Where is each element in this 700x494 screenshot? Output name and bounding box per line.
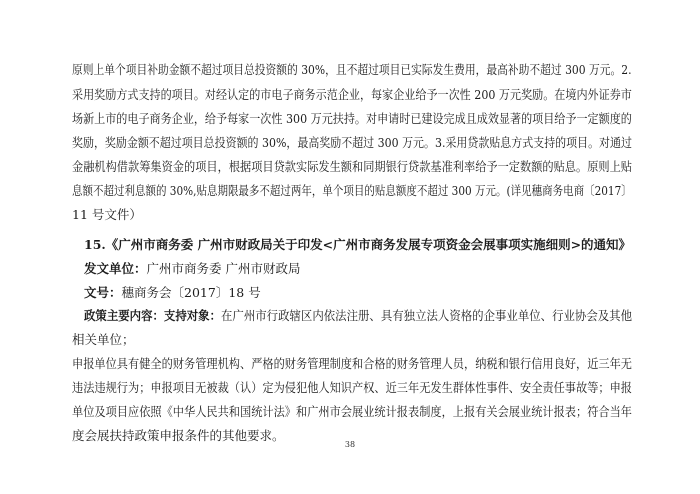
- paragraph-line: 原则上单个项目补助金额不超过项目总投资额的 30%，且不超过项目已实际发生费用，最高补助不超过 300 万元。2.: [72, 62, 632, 77]
- requirements-line: 单位及项目应依照《中华人民共和国统计法》和广州市会展业统计报表制度，上报有关会展业统计报表；符合当年: [72, 404, 633, 419]
- requirements-line: 违法违规行为；申报项目无被裁（认）定为侵犯他人知识产权、近三年无发生群体性事件、安全责任事故等；申报: [72, 380, 633, 395]
- doc-number-label: 文号：: [84, 285, 122, 300]
- paragraph-line: 金融机构借款筹集资金的项目，根据项目贷款实际发生额和同期银行贷款基准利率给予一定数额的贴息。原则上贴: [72, 159, 633, 174]
- issuer-row: [84, 259, 301, 279]
- page-number: 38: [344, 440, 356, 449]
- policy-text: 在广州市行政辖区内依法注册、具有独立法人资格的企事业单位、行业协会及其他: [221, 308, 633, 323]
- policy-row: [84, 306, 632, 326]
- paragraph-line: 采用奖励方式支持的项目。对经认定的市电子商务示范企业，每家企业给予一次性 200 万元奖励。在境内外证券市: [72, 87, 632, 102]
- policy-label: 政策主要内容：支持对象：: [84, 308, 222, 323]
- requirements-line: 申报单位具有健全的财务管理机构、严格的财务管理制度和合格的财务管理人员，纳税和银行信用良好，近三年无: [72, 356, 633, 371]
- paragraph-line: 奖励，奖励金额不超过项目总投资额的 30%，最高奖励不超过 300 万元。3.采用贷款贴息方式支持的项目。对通过: [72, 135, 632, 150]
- policy-text-cont: 相关单位；: [72, 332, 135, 347]
- paragraph-line: 场新上市的电子商务企业，给予每家一次性 300 万元扶持。对申请时已建设完成且成效显著的项目给予一定额度的: [72, 111, 632, 126]
- requirements-line: 度会展扶持政策申报条件的其他要求。: [72, 428, 285, 443]
- doc-number-value: 穗商务会〔2017〕18 号: [121, 285, 261, 300]
- item-title: 15.《广州市商务委 广州市财政局关于印发<广州市商务发展专项资金会展事项实施细则>的通知》: [84, 237, 632, 252]
- paragraph-line: 息额不超过利息额的 30%,贴息期限最多不超过两年，单个项目的贴息额度不超过 300 万元。(详见穗商务电商〔2017〕: [72, 183, 632, 198]
- paragraph-line: 11 号文件）: [72, 207, 142, 222]
- issuer-value: 广州市商务委 广州市财政局: [146, 261, 301, 276]
- issuer-label: 发文单位：: [84, 261, 147, 276]
- doc-number-row: [84, 283, 261, 303]
